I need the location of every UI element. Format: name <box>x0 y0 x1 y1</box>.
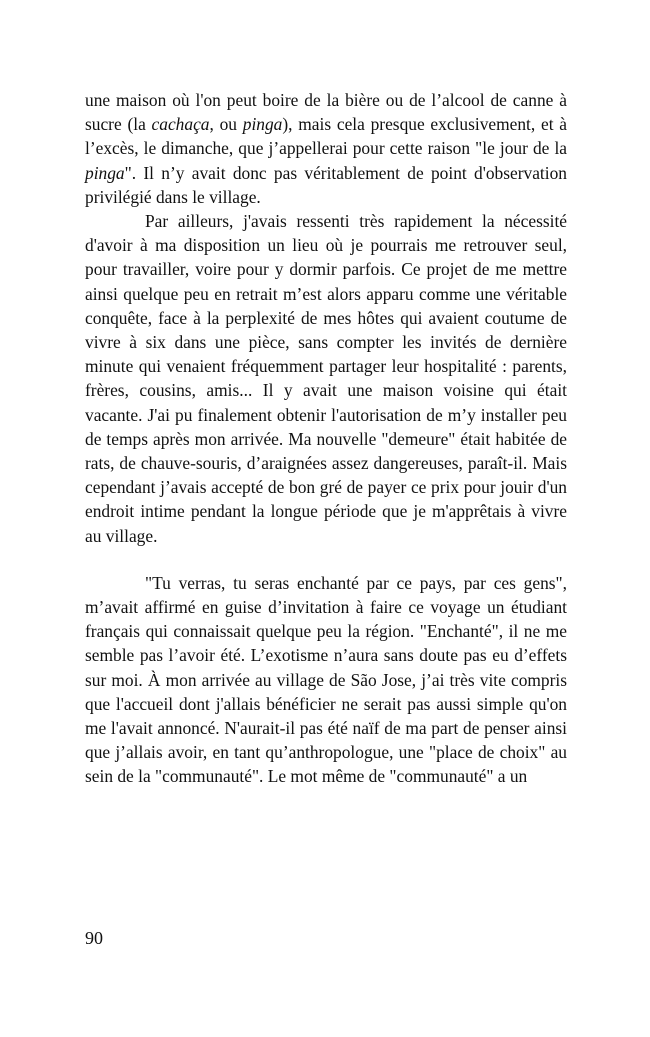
page-number: 90 <box>85 928 103 948</box>
term-pinga: pinga <box>242 114 283 135</box>
paragraph-1 <box>85 88 567 209</box>
section-gap <box>85 548 567 571</box>
page-body <box>85 88 567 789</box>
paragraph-1-text-d: ". Il n’y avait donc pas véritablement de point d'observation privilégié dans le village. <box>85 162 567 207</box>
term-pinga-2: pinga <box>85 162 125 183</box>
paragraph-1-text-c: ), mais cela presque exclusivement, et à l’excès, le dimanche, que j’appellerai pour cette raison "le jour de la <box>85 114 567 159</box>
term-cachaca: cachaça <box>151 114 210 135</box>
paragraph-1-text-b: , ou <box>209 114 243 135</box>
paragraph-1-text-a: une maison où l'on peut boire de la bière ou de l’alcool de canne à sucre (la <box>85 90 567 135</box>
paragraph-3: "Tu verras, tu seras enchanté par ce pays, par ces gens", m’avait affirmé en guise d’invitation à faire ce voyage un étudiant français qui connaissait quelque peu la région. "Enchanté", il ne me semble pas l’avoir été. L’exotisme n’aura sans doute pas eu d’effets sur moi. À mon arrivée au village de São Jose, j’ai très vite compris que l'accueil dont j'allais bénéficier ne serait pas aussi simple qu'on me l'avait annoncé. N'aurait-il pas été naïf de ma part de penser ainsi que j’allais avoir, en tant qu’anthropologue, une "place de choix" au sein de la "communauté". Le mot même de "communauté" a un <box>85 572 567 787</box>
paragraph-2: Par ailleurs, j'avais ressenti très rapidement la nécessité d'avoir à ma disposition un lieu où je pourrais me retrouver seul, pour travailler, voire pour y dormir parfois. Ce projet de me mettre ainsi quelque peu en retrait m’est alors apparu comme une véritable conquête, face à la perplexité de mes hôtes qui avaient coutume de vivre à six dans une pièce, sans compter les invités de dernière minute qui venaient fréquemment partager leur hospitalité : parents, frères, cousins, amis... Il y avait une maison voisine qui était vacante. J'ai pu finalement obtenir l'autorisation de m’y installer peu de temps après mon arrivée. Ma nouvelle "demeure" était habitée de rats, de chauve-souris, d’araignées assez dangereuses, paraît-il. Mais cependant j’avais accepté de bon gré de payer ce prix pour jouir d'un endroit intime pendant la longue période que je m'apprêtais à vivre au village. <box>85 211 567 546</box>
